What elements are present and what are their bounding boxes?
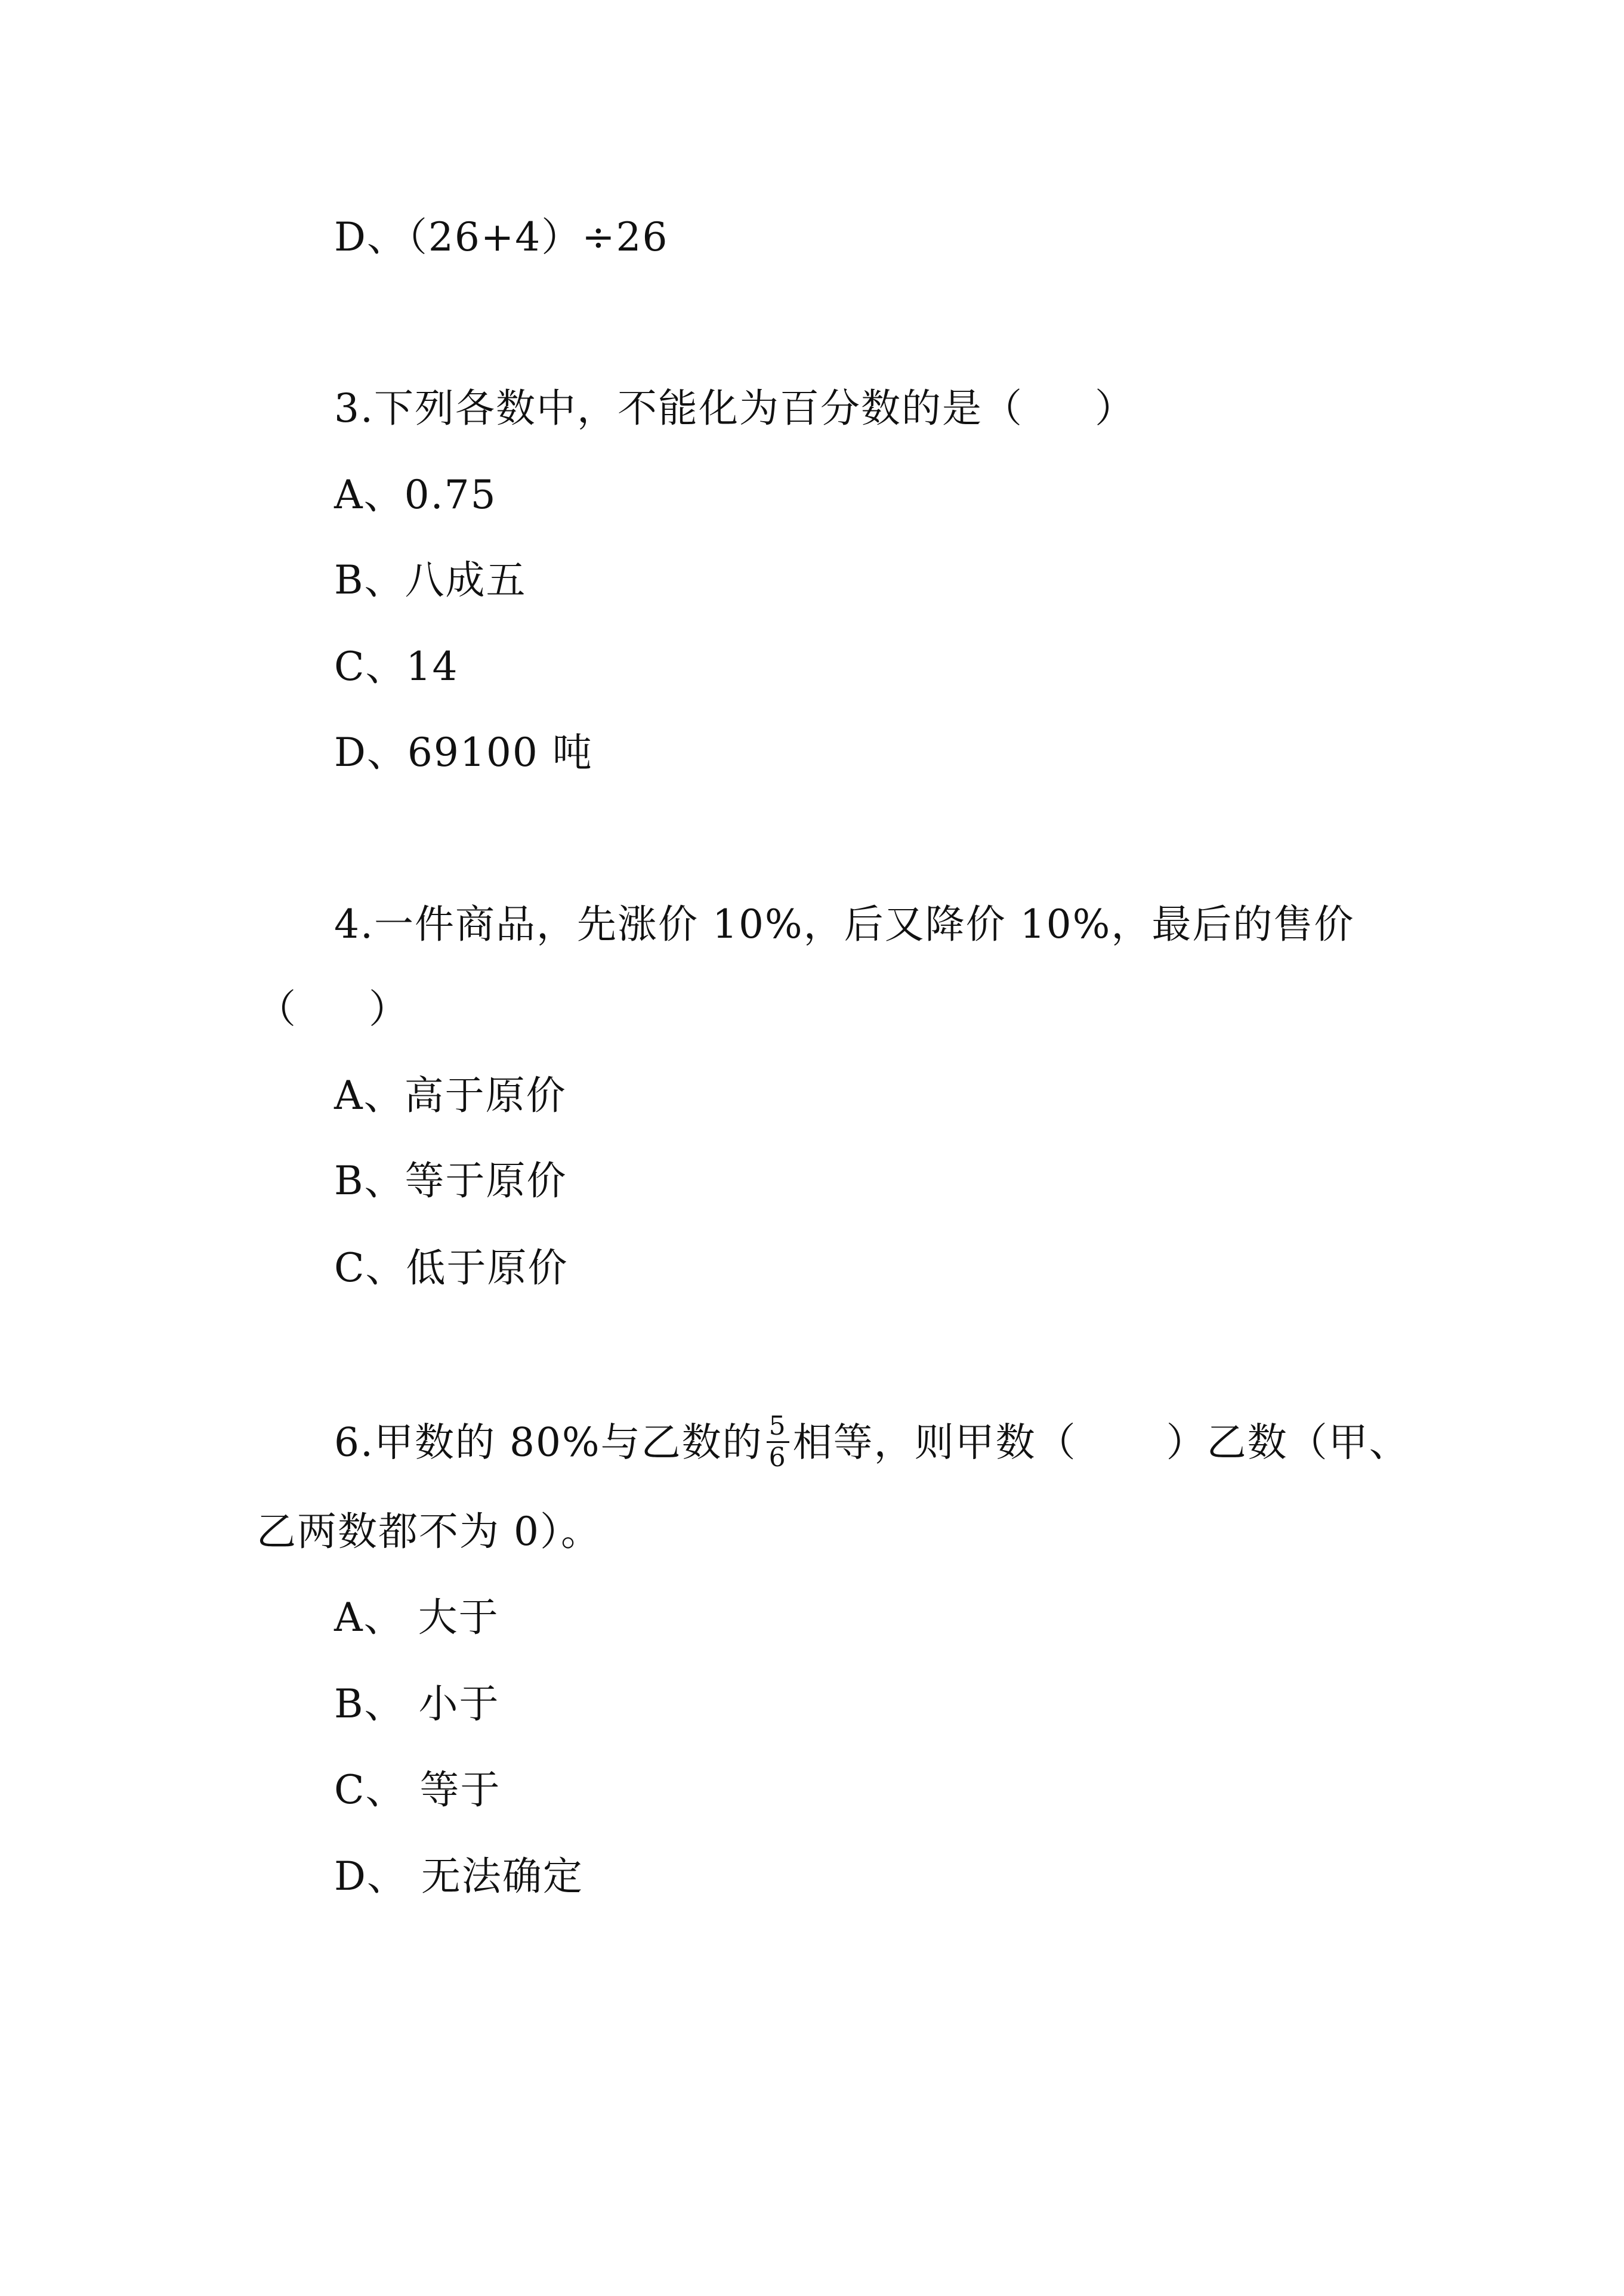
q6-option-d: D、 无法确定 [334,1853,583,1899]
question-4-close-paren: ） [369,986,409,1032]
q4-option-a: A、高于原价 [334,1073,567,1118]
question-4-stem: 4.一件商品，先涨价 10%，后又降价 10%，最后的售价 [334,901,1355,947]
question-4-open-paren: （ [257,986,297,1032]
question-3-close-paren: ） [1094,385,1135,431]
q6-option-c: C、 等于 [334,1767,501,1813]
question-3-stem [334,385,1135,432]
question-3-text: 3.下列各数中，不能化为百分数的是（ [334,385,1023,431]
fraction-numerator: 5 [767,1411,789,1443]
question-6-stem [334,1411,1410,1476]
q3-option-b: B、八成五 [334,557,527,603]
q6-option-b: B、 小于 [334,1681,500,1727]
q4-option-b: B、等于原价 [334,1158,567,1204]
fraction-denominator: 6 [768,1442,787,1473]
question-6-stem-cont: 乙两数都不为 0）。 [257,1509,601,1555]
q3-option-d: D、69100 吨 [334,730,593,775]
q3-option-c: C、14 [334,644,459,690]
fraction-five-sixths [767,1411,789,1473]
question-6-text-1: 6.甲数的 80%与乙数的 [334,1419,763,1466]
prev-option-d: D、（26+4）÷26 [334,214,669,260]
q6-option-a: A、 大于 [334,1594,499,1640]
q4-option-c: C、低于原价 [334,1245,569,1291]
question-6-text-3: ）乙数（甲、 [1166,1419,1410,1466]
q3-option-a: A、0.75 [334,472,497,518]
question-6-text-2: 相等，则甲数（ [792,1419,1077,1466]
question-4-stem-cont [257,985,409,1033]
